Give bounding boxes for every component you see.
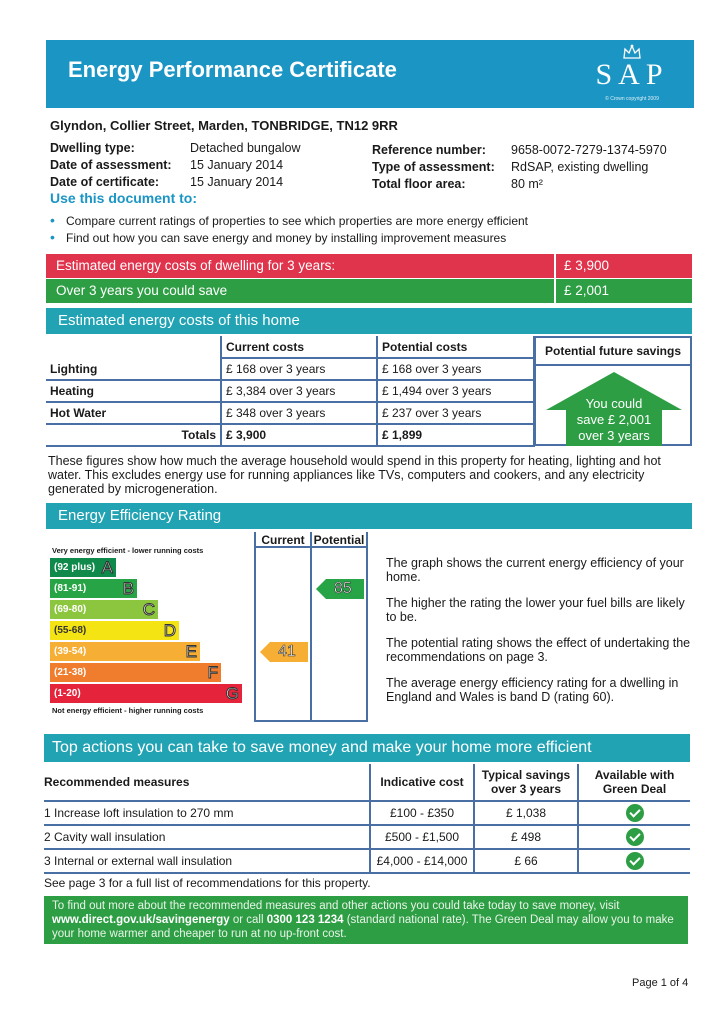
detail-label: Date of assessment: (50, 158, 172, 172)
measure-name: 2 Cavity wall insulation (44, 825, 370, 849)
phone-number: 0300 123 1234 (266, 914, 344, 926)
table-row (44, 825, 690, 849)
recommended-measures-table (44, 764, 690, 874)
potential-rating-value: 85 (334, 580, 352, 597)
page-title: Energy Performance Certificate (68, 57, 397, 82)
info-text: or call (229, 914, 267, 926)
efficiency-band-g (50, 684, 242, 703)
divider (254, 720, 368, 722)
totals-label: Totals (46, 424, 221, 446)
efficiency-explanation (386, 556, 692, 716)
efficiency-band-f (50, 663, 221, 682)
band-letter: E (185, 642, 197, 661)
table-header-cost: Indicative cost (370, 764, 474, 801)
green-deal-cell (578, 849, 690, 873)
table-header-green-deal: Available with Green Deal (578, 764, 690, 801)
bullet-icon: • (50, 212, 55, 228)
row-label: Heating (46, 380, 221, 402)
efficiency-band-c (50, 600, 158, 619)
details-right (372, 142, 667, 193)
bullet-text: Find out how you can save energy and money by installing improvement measures (66, 231, 507, 245)
cell-potential: £ 237 over 3 years (377, 402, 534, 424)
header-band (46, 40, 694, 108)
cell-potential: £ 168 over 3 years (377, 358, 534, 380)
estimated-cost-value: £ 3,900 (554, 254, 692, 278)
band-range: (69-80) (54, 604, 87, 615)
current-rating-value: 41 (278, 643, 296, 660)
detail-value: 9658-0072-7279-1374-5970 (511, 143, 667, 157)
detail-value: 15 January 2014 (190, 158, 284, 172)
details-left (50, 140, 301, 191)
savings-label: Over 3 years you could save (56, 283, 228, 298)
table-row (46, 380, 534, 402)
house-text-line: save £ 2,001 (576, 412, 652, 427)
band-range: (55-68) (54, 625, 87, 636)
divider (536, 364, 690, 366)
sap-copyright: © Crown copyright 2009 (605, 96, 659, 102)
row-label: Hot Water (46, 402, 221, 424)
cell-current: £ 348 over 3 years (221, 402, 377, 424)
detail-value: RdSAP, existing dwelling (511, 160, 649, 174)
band-range: (92 plus) (54, 562, 96, 573)
chart-top-label: Very energy efficient - lower running costs (52, 546, 204, 555)
estimated-cost-label: Estimated energy costs of dwelling for 3 years: (56, 258, 336, 273)
detail-label: Date of certificate: (50, 175, 160, 189)
table-row (44, 849, 690, 873)
check-icon (626, 804, 644, 822)
list-item (50, 229, 528, 246)
use-document-bullets (50, 212, 528, 246)
table-row (46, 402, 534, 424)
cell-current: £ 3,384 over 3 years (221, 380, 377, 402)
savings-value: £ 2,001 (554, 279, 692, 303)
detail-label: Total floor area: (372, 177, 466, 191)
current-rating-arrow (260, 642, 308, 662)
table-header-savings: Typical savings over 3 years (474, 764, 578, 801)
explanation-text: These figures show how much the average household would spend in this property for heating, lighting and hot water. This excludes energy use for running appliances like TVs, computers and cookers, and any electricity generated by microgeneration. (48, 454, 661, 496)
divider (366, 532, 368, 720)
efficiency-chart (46, 532, 368, 720)
actions-section-title: Top actions you can take to save money and make your home more efficient (44, 734, 690, 762)
band-letter: B (122, 579, 134, 598)
house-text-line: over 3 years (578, 428, 650, 443)
potential-rating-arrow (316, 579, 364, 599)
bullet-text: Compare current ratings of properties to see which properties are more energy efficient (66, 214, 529, 228)
detail-row (372, 176, 667, 193)
detail-value: Detached bungalow (190, 141, 301, 155)
detail-value: 15 January 2014 (190, 175, 284, 189)
totals-current: £ 3,900 (221, 424, 377, 446)
band-letter: A (101, 558, 113, 577)
explanation-paragraph: The potential rating shows the effect of undertaking the recommendations on page 3. (386, 636, 691, 664)
house-savings-text (544, 396, 684, 444)
measure-name: 1 Increase loft insulation to 270 mm (44, 801, 370, 825)
explanation-paragraph: The average energy efficiency rating for a dwelling in England and Wales is band D (rating 60). (386, 676, 679, 704)
measure-cost: £500 - £1,500 (370, 825, 474, 849)
band-letter: C (142, 600, 155, 619)
table-row (44, 801, 690, 825)
house-text-line: You could (585, 396, 643, 411)
band-range: (21-38) (54, 667, 87, 678)
efficiency-band-d (50, 621, 179, 640)
savingenergy-link[interactable]: www.direct.gov.uk/savingenergy (52, 914, 230, 926)
divider (310, 532, 312, 720)
future-savings-panel (534, 336, 692, 446)
divider (254, 532, 256, 720)
page-number: Page 1 of 4 (632, 977, 689, 989)
list-item (50, 212, 528, 229)
bullet-icon: • (50, 229, 55, 245)
table-row-totals (46, 424, 534, 446)
measure-saving: £ 498 (474, 825, 578, 849)
band-letter: F (207, 663, 218, 682)
future-savings-title: Potential future savings (544, 344, 682, 358)
energy-costs-table (46, 336, 535, 447)
measure-cost: £100 - £350 (370, 801, 474, 825)
band-range: (81-91) (54, 583, 87, 594)
band-range: (39-54) (54, 646, 87, 657)
table-header-potential: Potential costs (377, 336, 534, 358)
detail-label: Reference number: (372, 143, 486, 157)
column-header-potential: Potential (313, 533, 365, 547)
efficiency-band-b (50, 579, 137, 598)
cell-current: £ 168 over 3 years (221, 358, 377, 380)
chart-bottom-label: Not energy efficient - higher running costs (52, 706, 204, 715)
detail-row (372, 142, 667, 159)
detail-row (50, 157, 301, 174)
detail-row (50, 174, 301, 191)
table-header-measures: Recommended measures (44, 764, 370, 801)
info-text: (standard national rate). The Green Deal may allow you to make your home warmer and cheaper to run at no up-front cost. (52, 914, 674, 940)
use-document-title: Use this document to: (50, 190, 198, 206)
detail-value: 80 m² (511, 177, 543, 191)
savings-bar (46, 279, 692, 303)
check-icon (626, 852, 644, 870)
see-page-note: See page 3 for a full list of recommendations for this property. (44, 876, 371, 890)
check-icon (626, 828, 644, 846)
green-deal-cell (578, 825, 690, 849)
measure-saving: £ 1,038 (474, 801, 578, 825)
detail-label: Type of assessment: (372, 160, 495, 174)
cell-potential: £ 1,494 over 3 years (377, 380, 534, 402)
sap-logo-text: SAP (595, 58, 669, 91)
info-text: To find out more about the recommended measures and other actions you could take today to save money, visit (52, 900, 620, 912)
green-deal-info-box (44, 896, 688, 944)
detail-row (372, 159, 667, 176)
measure-cost: £4,000 - £14,000 (370, 849, 474, 873)
explanation-paragraph: The higher the rating the lower your fuel bills are likely to be. (386, 596, 685, 624)
table-header-blank (46, 336, 221, 358)
green-deal-cell (578, 801, 690, 825)
estimated-cost-bar (46, 254, 692, 278)
detail-row (50, 140, 301, 157)
property-address: Glyndon, Collier Street, Marden, TONBRIDGE, TN12 9RR (50, 118, 398, 133)
band-letter: G (225, 684, 239, 703)
explanation-paragraph: The graph shows the current energy efficiency of your home. (386, 556, 684, 584)
table-header-current: Current costs (221, 336, 377, 358)
totals-potential: £ 1,899 (377, 424, 534, 446)
costs-section-title: Estimated energy costs of this home (46, 308, 692, 334)
efficiency-band-e (50, 642, 200, 661)
column-header-current: Current (261, 533, 305, 547)
sap-logo (584, 44, 680, 104)
band-letter: D (163, 621, 176, 640)
efficiency-band-a (50, 558, 116, 577)
row-label: Lighting (46, 358, 221, 380)
table-row (46, 358, 534, 380)
band-range: (1-20) (54, 688, 81, 699)
efficiency-section-title: Energy Efficiency Rating (46, 503, 692, 529)
measure-name: 3 Internal or external wall insulation (44, 849, 370, 873)
measure-saving: £ 66 (474, 849, 578, 873)
detail-label: Dwelling type: (50, 141, 135, 155)
